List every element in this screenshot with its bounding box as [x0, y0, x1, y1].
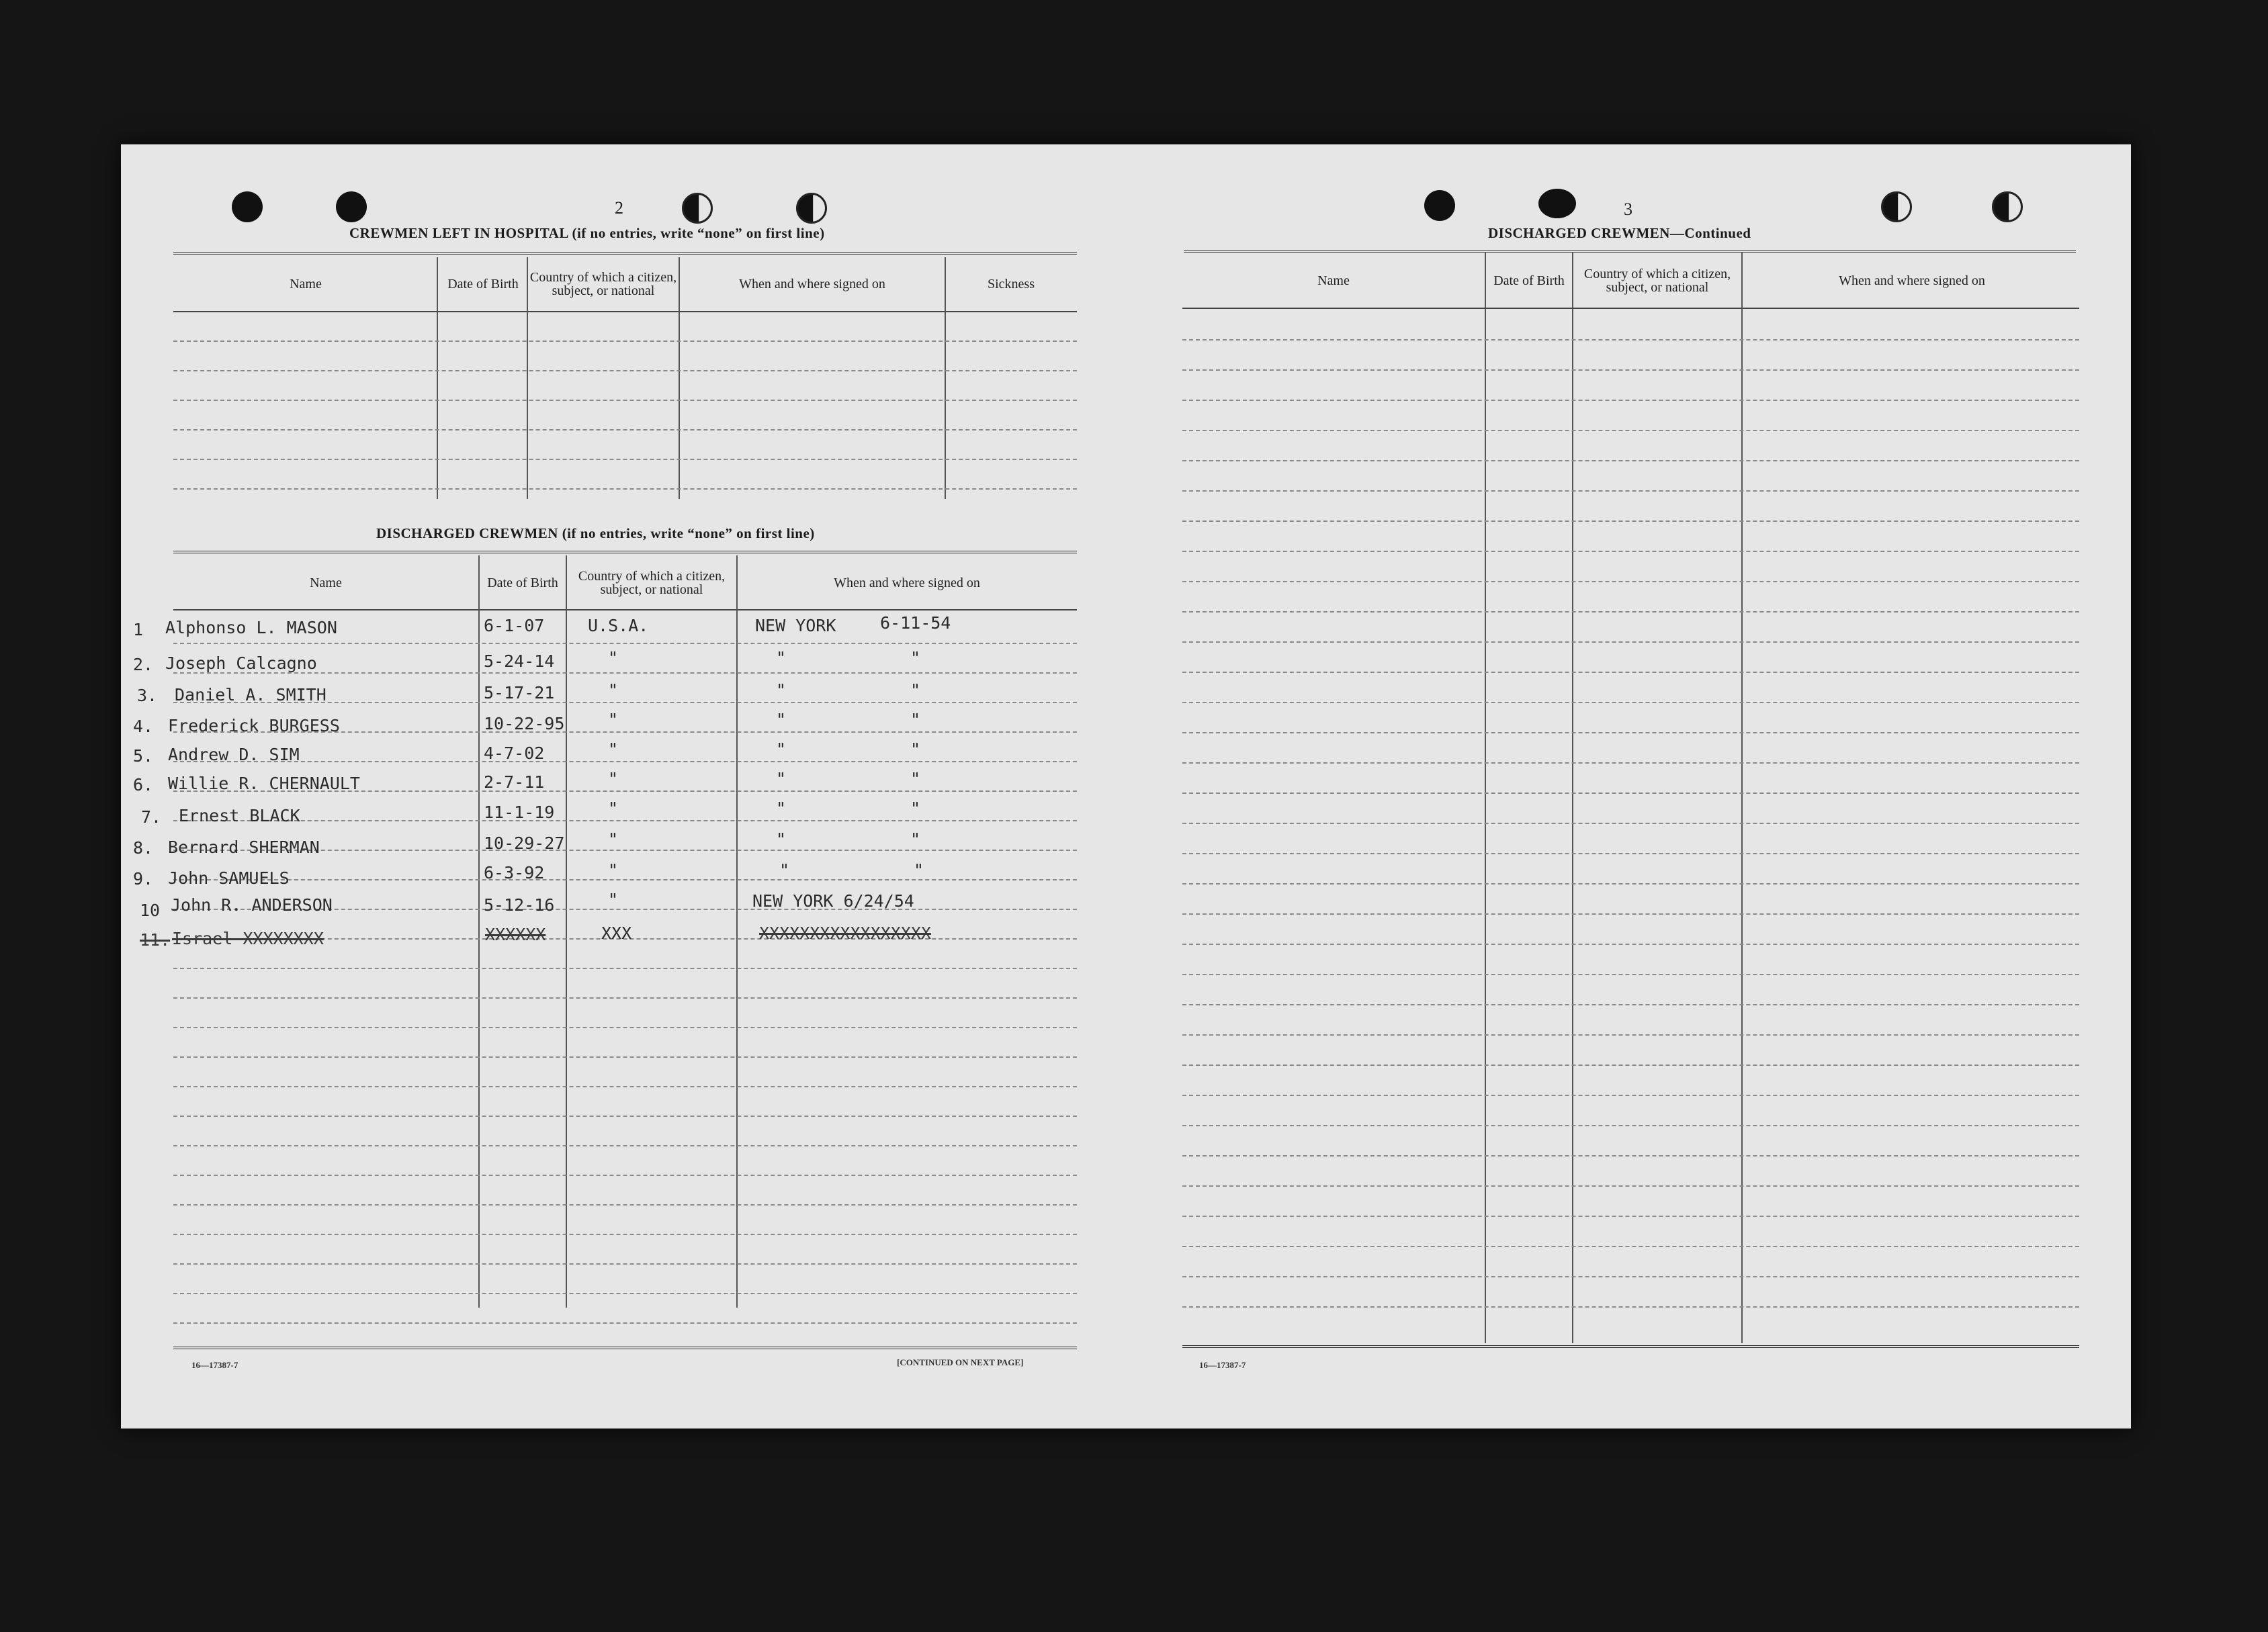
ruled-line — [1182, 1004, 2079, 1005]
crew-dob: 2-7-11 — [484, 772, 545, 792]
ruled-line — [173, 1322, 1077, 1324]
punch-hole — [1424, 190, 1455, 221]
signed-date: " — [910, 710, 921, 729]
row-number: 3. — [137, 686, 158, 705]
signed-date: 6-11-54 — [880, 613, 951, 633]
signed-date: " — [910, 769, 921, 788]
crew-name: Frederick BURGESS — [168, 716, 340, 735]
bottom-rule — [1182, 1345, 2079, 1348]
crew-country: " — [608, 710, 619, 729]
ruled-line — [1182, 551, 2079, 552]
row-number: 5. — [133, 746, 154, 766]
crew-name: Bernard SHERMAN — [168, 837, 320, 857]
ruled-line — [1182, 430, 2079, 431]
header-signed: When and where signed on — [834, 575, 980, 590]
row-number: 8. — [133, 838, 154, 858]
crew-name: Ernest BLACK — [179, 806, 300, 825]
punch-hole — [1538, 189, 1576, 218]
header-country: Country of which a citizen, subject, or national — [1583, 266, 1731, 295]
header-rule — [173, 609, 1077, 610]
crew-name: Joseph Calcagno — [165, 653, 317, 673]
crew-country: " — [608, 648, 619, 668]
crew-name: Willie R. CHERNAULT — [168, 774, 360, 793]
column-divider — [566, 555, 567, 1308]
signed-place: " — [779, 860, 790, 880]
row-number: 11. — [140, 930, 171, 950]
ruled-line — [173, 488, 1077, 490]
ruled-line — [173, 459, 1077, 460]
signed-date: " — [910, 648, 921, 668]
ruled-line — [173, 370, 1077, 371]
ruled-line — [1182, 581, 2079, 582]
crew-dob: XXXXXX — [485, 925, 546, 944]
crew-country: " — [608, 680, 619, 700]
column-divider — [527, 257, 528, 499]
crew-dob: 5-17-21 — [484, 683, 555, 702]
continued-section-title: DISCHARGED CREWMEN—Continued — [1488, 225, 1751, 241]
punch-hole — [682, 193, 713, 224]
signed-place: XXXXXXXXXXXXXXXXX — [759, 923, 931, 943]
punch-hole — [1881, 191, 1912, 222]
form-number: 16—17387-7 — [1199, 1360, 1246, 1370]
crew-dob: 10-29-27 — [484, 833, 565, 853]
ruled-line — [173, 820, 1077, 821]
column-divider — [478, 555, 480, 1308]
header-country: Country of which a citizen, subject, or national — [529, 269, 677, 298]
header-dob: Date of Birth — [447, 276, 519, 291]
section-rule — [1184, 250, 2076, 253]
crew-name: Israel XXXXXXXX — [172, 929, 324, 948]
punch-hole — [796, 193, 827, 224]
header-name: Name — [1317, 273, 1350, 288]
ruled-line — [173, 1175, 1077, 1176]
crew-country: " — [608, 739, 619, 759]
ruled-line — [173, 997, 1077, 999]
column-divider — [437, 257, 438, 499]
signed-date: " — [910, 680, 921, 700]
ruled-line — [1182, 1125, 2079, 1126]
header-signed: When and where signed on — [739, 276, 885, 291]
ruled-line — [173, 1293, 1077, 1294]
ruled-line — [1182, 732, 2079, 733]
column-divider — [1485, 252, 1486, 1343]
crew-name: Andrew D. SIM — [168, 745, 300, 764]
row-number: 10 — [140, 901, 161, 920]
ruled-line — [173, 968, 1077, 969]
ruled-line — [173, 1056, 1077, 1058]
crew-name: Daniel A. SMITH — [175, 685, 326, 705]
ruled-line — [1182, 883, 2079, 885]
crew-name: John R. ANDERSON — [171, 895, 333, 915]
crew-country: " — [608, 799, 619, 818]
crew-dob: 11-1-19 — [484, 803, 555, 822]
signed-place: NEW YORK — [755, 616, 836, 635]
signed-place: NEW YORK 6/24/54 — [752, 891, 914, 911]
crew-dob: 6-1-07 — [484, 616, 545, 635]
crew-dob: 10-22-95 — [484, 714, 565, 733]
signed-date: " — [910, 799, 921, 818]
scanned-document — [121, 144, 2131, 1429]
crew-country: " — [608, 860, 619, 880]
signed-place: " — [776, 769, 787, 788]
ruled-line — [173, 1027, 1077, 1028]
column-divider — [679, 257, 680, 499]
ruled-line — [1182, 1155, 2079, 1157]
crew-country: XXX — [601, 923, 632, 943]
bottom-rule — [173, 1347, 1077, 1349]
header-rule — [173, 311, 1077, 312]
ruled-line — [173, 643, 1077, 644]
ruled-line — [1182, 369, 2079, 371]
header-name: Name — [310, 575, 342, 590]
signed-place: " — [776, 648, 787, 668]
row-number: 2. — [133, 655, 154, 674]
ruled-line — [1182, 1185, 2079, 1187]
ruled-line — [1182, 913, 2079, 915]
row-number: 9. — [133, 869, 154, 889]
crew-name: John SAMUELS — [168, 868, 290, 888]
row-number: 4. — [133, 717, 154, 736]
ruled-line — [1182, 1306, 2079, 1308]
ruled-line — [173, 1204, 1077, 1206]
ruled-line — [173, 1234, 1077, 1235]
punch-hole — [232, 191, 263, 222]
signed-place: " — [776, 829, 787, 849]
signed-place: " — [776, 680, 787, 700]
ruled-line — [1182, 1034, 2079, 1036]
ruled-line — [173, 879, 1077, 880]
crew-name: Alphonso L. MASON — [165, 618, 337, 637]
ruled-line — [173, 1086, 1077, 1087]
crew-country: " — [608, 769, 619, 788]
row-number: 1 — [133, 620, 144, 639]
signed-date: " — [914, 860, 924, 880]
continued-note: [CONTINUED ON NEXT PAGE] — [897, 1357, 1024, 1367]
ruled-line — [1182, 944, 2079, 945]
header-rule — [1182, 308, 2079, 309]
ruled-line — [1182, 490, 2079, 492]
ruled-line — [1182, 1246, 2079, 1247]
header-name: Name — [290, 276, 322, 291]
hospital-section-title: CREWMEN LEFT IN HOSPITAL (if no entries, write “none” on first line) — [349, 225, 825, 241]
row-number: 7. — [141, 807, 162, 827]
ruled-line — [1182, 460, 2079, 461]
ruled-line — [1182, 400, 2079, 401]
crew-country: U.S.A. — [588, 616, 649, 635]
signed-place: " — [776, 799, 787, 818]
ruled-line — [1182, 339, 2079, 341]
crew-dob: 4-7-02 — [484, 743, 545, 763]
ruled-line — [1182, 762, 2079, 764]
ruled-line — [1182, 1216, 2079, 1217]
ruled-line — [1182, 974, 2079, 975]
header-sickness: Sickness — [988, 276, 1035, 291]
signed-place: " — [776, 710, 787, 729]
page-number: 2 — [615, 198, 623, 218]
ruled-line — [1182, 1064, 2079, 1066]
crew-dob: 5-24-14 — [484, 651, 555, 671]
ruled-line — [173, 1145, 1077, 1146]
form-number: 16—17387-7 — [191, 1360, 238, 1370]
ruled-line — [173, 341, 1077, 342]
ruled-line — [1182, 853, 2079, 854]
section-rule — [173, 551, 1077, 553]
signed-place: " — [776, 739, 787, 759]
ruled-line — [1182, 792, 2079, 794]
ruled-line — [1182, 611, 2079, 613]
column-divider — [736, 555, 738, 1308]
crew-country: " — [608, 890, 619, 909]
column-divider — [945, 257, 946, 499]
row-number: 6. — [133, 775, 154, 795]
ruled-line — [1182, 823, 2079, 824]
crew-dob: 6-3-92 — [484, 863, 545, 882]
punch-hole — [336, 191, 367, 222]
ruled-line — [1182, 702, 2079, 703]
header-signed: When and where signed on — [1839, 273, 1985, 288]
column-divider — [1741, 252, 1743, 1343]
ruled-line — [1182, 1095, 2079, 1096]
column-divider — [1572, 252, 1573, 1343]
signed-date: " — [910, 829, 921, 849]
crew-country: " — [608, 829, 619, 849]
page-number: 3 — [1624, 199, 1632, 219]
ruled-line — [173, 761, 1077, 762]
ruled-line — [1182, 520, 2079, 522]
crew-dob: 5-12-16 — [484, 895, 555, 915]
ruled-line — [1182, 641, 2079, 643]
ruled-line — [1182, 1276, 2079, 1277]
ruled-line — [173, 429, 1077, 430]
signed-date: " — [910, 739, 921, 759]
ruled-line — [173, 1263, 1077, 1265]
punch-hole — [1992, 191, 2023, 222]
header-dob: Date of Birth — [1493, 273, 1565, 288]
header-country: Country of which a citizen, subject, or national — [578, 568, 726, 597]
discharged-section-title: DISCHARGED CREWMEN (if no entries, write “none” on first line) — [376, 525, 815, 541]
ruled-line — [173, 400, 1077, 401]
ruled-line — [1182, 672, 2079, 673]
ruled-line — [173, 1116, 1077, 1117]
header-dob: Date of Birth — [487, 575, 558, 590]
section-rule — [173, 252, 1077, 255]
